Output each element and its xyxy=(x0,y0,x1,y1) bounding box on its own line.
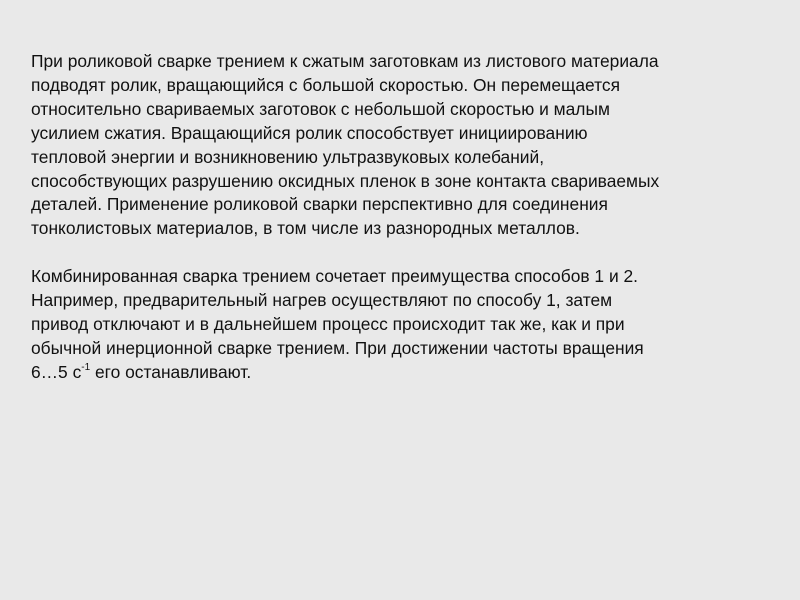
text-line: При роликовой сварке трением к сжатым заготовкам из листового материала xyxy=(31,51,659,71)
slide-text-body xyxy=(31,50,771,385)
text-line: привод отключают и в дальнейшем процесс происходит так же, как и при xyxy=(31,314,625,335)
text-line: способствующих разрушению оксидных пленок в зоне контакта свариваемых xyxy=(31,170,660,191)
text-line-end: его останавливают. xyxy=(90,361,252,382)
text-line: Комбинированная сварка трением сочетает преимущества способов 1 и 2. xyxy=(31,266,638,287)
text-line: деталей. Применение роликовой сварки перспективно для соединения xyxy=(31,194,608,215)
text-line: относительно свариваемых заготовок с небольшой скоростью и малым xyxy=(31,98,610,119)
text-line: тепловой энергии и возникновению ультразвуковых колебаний, xyxy=(31,146,545,167)
text-line: тонколистовых материалов, в том числе из разнородных металлов. xyxy=(31,218,580,239)
text-line-with-unit xyxy=(31,362,251,382)
paragraph-roller-friction-welding xyxy=(31,50,771,241)
text-line: подводят ролик, вращающийся с большой скоростью. Он перемещается xyxy=(31,74,621,95)
text-line: усилием сжатия. Вращающийся ролик способствует инициированию xyxy=(31,122,588,143)
text-line: обычной инерционной сварке трением. При достижении частоты вращения xyxy=(31,337,644,358)
text-line: Например, предварительный нагрев осуществляют по способу 1, затем xyxy=(31,290,613,311)
frequency-value: 6…5 с xyxy=(31,361,82,382)
paragraph-combined-friction-welding xyxy=(31,265,771,385)
unit-exponent: -1 xyxy=(81,362,91,374)
